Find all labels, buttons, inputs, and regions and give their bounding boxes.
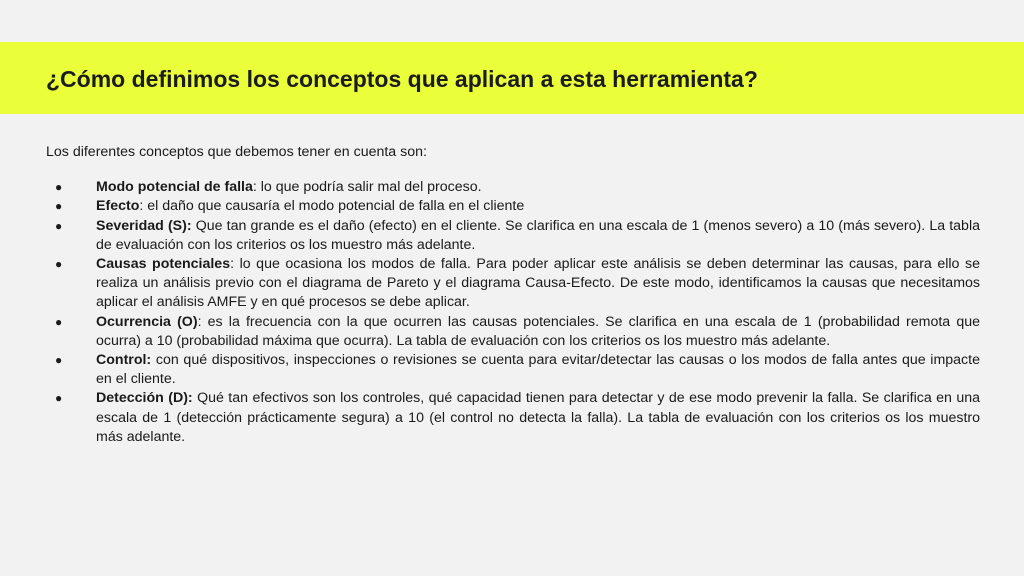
list-item-deteccion xyxy=(46,389,980,447)
term: Control: xyxy=(96,352,152,369)
term: Detección (D): xyxy=(96,390,193,407)
description: : es la frecuencia con la que ocurren las causas potenciales. Se clarifica en una escala de 1 (probabilidad remota que ocurra) a 10 (probabilidad máxima que ocurra). La tabla de evaluación con los criterios os los muestro más adelante. xyxy=(96,313,980,349)
description: : el daño que causaría el modo potencial de falla en el cliente xyxy=(139,198,525,215)
description: con qué dispositivos, inspecciones o revisiones se cuenta para evitar/detectar las causas o los modos de falla antes que impacte en el cliente. xyxy=(96,352,980,388)
list-item-efecto xyxy=(46,197,980,216)
slide-title: ¿Cómo definimos los conceptos que aplican a esta herramienta? xyxy=(46,66,758,92)
list-item-causas xyxy=(46,255,980,313)
list-item-modo-potencial xyxy=(46,178,980,197)
term: Modo potencial de falla xyxy=(96,179,253,196)
bullet-icon: ● xyxy=(55,218,63,233)
bullet-icon: ● xyxy=(55,257,63,272)
bullet-icon: ● xyxy=(55,199,63,214)
description: : lo que podría salir mal del proceso. xyxy=(252,179,482,196)
list-item-control xyxy=(46,351,980,389)
term: Ocurrencia (O) xyxy=(96,313,198,330)
term: Severidad (S): xyxy=(96,217,192,234)
term: Efecto xyxy=(96,198,140,215)
list-item-ocurrencia xyxy=(46,313,980,351)
description: Que tan grande es el daño (efecto) en el cliente. Se clarifica en una escala de 1 (menos severo) a 10 (más severo). La tabla de evaluación con los criterios os los muestro más adelante. xyxy=(96,217,980,253)
bullet-icon: ● xyxy=(55,180,63,195)
description: : lo que ocasiona los modos de falla. Para poder aplicar este análisis se deben determinar las causas, para ello se realiza un análisis previo con el diagrama de Pareto y el diagrama Causa-Efecto. De este modo, identificamos la causas que necesitamos aplicar el análisis AMFE y en qué procesos se debe aplicar. xyxy=(96,256,980,311)
term: Causas potenciales xyxy=(96,256,231,273)
slide-body xyxy=(46,143,980,447)
list-item-severidad xyxy=(46,217,980,255)
bullet-icon: ● xyxy=(55,314,63,329)
concept-list xyxy=(46,178,980,447)
intro-text: Los diferentes conceptos que debemos tener en cuenta son: xyxy=(46,144,427,160)
bullet-icon: ● xyxy=(55,391,63,406)
description: Qué tan efectivos son los controles, qué capacidad tienen para detectar y de ese modo prevenir la falla. Se clarifica en una escala de 1 (detección prácticamente segura) a 10 (el control no detecta la falla). La tabla de evaluación con los criterios os los muestro más adelante. xyxy=(96,390,980,445)
bullet-icon: ● xyxy=(55,353,63,368)
